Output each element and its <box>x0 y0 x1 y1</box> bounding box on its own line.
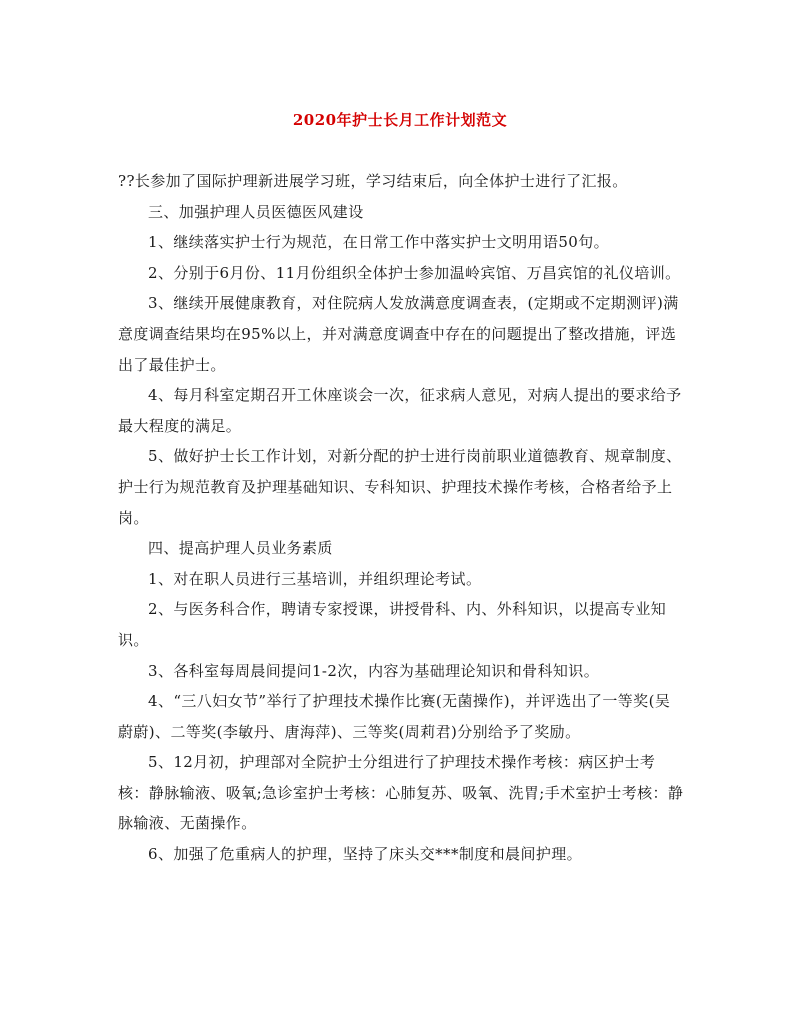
section-heading: 三、加强护理人员医德医风建设 <box>148 202 364 221</box>
paragraph: 6、加强了危重病人的护理，坚持了床头交***制度和晨间护理。 <box>148 845 583 864</box>
document-title: 2020年护士长月工作计划范文 <box>292 111 508 129</box>
paragraph: 3、各科室每周晨间提问1-2次，内容为基础理论知识和骨科知识。 <box>148 661 600 680</box>
paragraph: 2、与医务科合作，聘请专家授课，讲授骨科、内、外科知识，以提高专业知识。 <box>118 600 667 649</box>
paragraph: 1、对在职人员进行三基培训，并组织理论考试。 <box>148 569 482 588</box>
paragraph: 5、12月初，护理部对全院护士分组进行了护理技术操作考核：病区护士考核：静脉输液、吸氧;急诊室护士考核：心肺复苏、吸氧、洗胃;手术室护士考核：静脉输液、无菌操作。 <box>118 753 684 833</box>
section-heading: 四、提高护理人员业务素质 <box>148 539 333 558</box>
paragraph: ??长参加了国际护理新进展学习班，学习结束后，向全体护士进行了汇报。 <box>118 172 628 190</box>
document-body <box>118 166 684 870</box>
paragraph: 5、做好护士长工作计划，对新分配的护士进行岗前职业道德教育、规章制度、护士行为规范教育及护理基础知识、专科知识、护理技术操作考核，合格者给予上岗。 <box>118 447 682 527</box>
paragraph: 2、分别于6月份、11月份组织全体护士参加温岭宾馆、万昌宾馆的礼仪培训。 <box>148 263 681 282</box>
paragraph: 4、每月科室定期召开工休座谈会一次，征求病人意见，对病人提出的要求给予最大程度的满足。 <box>118 386 682 435</box>
paragraph: 3、继续开展健康教育，对住院病人发放满意度调查表，(定期或不定期测评)满意度调查结果均在95%以上，并对满意度调查中存在的问题提出了整改措施，评选出了最佳护士。 <box>118 294 679 374</box>
paragraph: 4、“三八妇女节”举行了护理技术操作比赛(无菌操作)，并评选出了一等奖(吴蔚蔚)、二等奖(李敏丹、唐海萍)、三等奖(周莉君)分别给予了奖励。 <box>118 692 671 741</box>
paragraph: 1、继续落实护士行为规范，在日常工作中落实护士文明用语50句。 <box>148 233 610 252</box>
